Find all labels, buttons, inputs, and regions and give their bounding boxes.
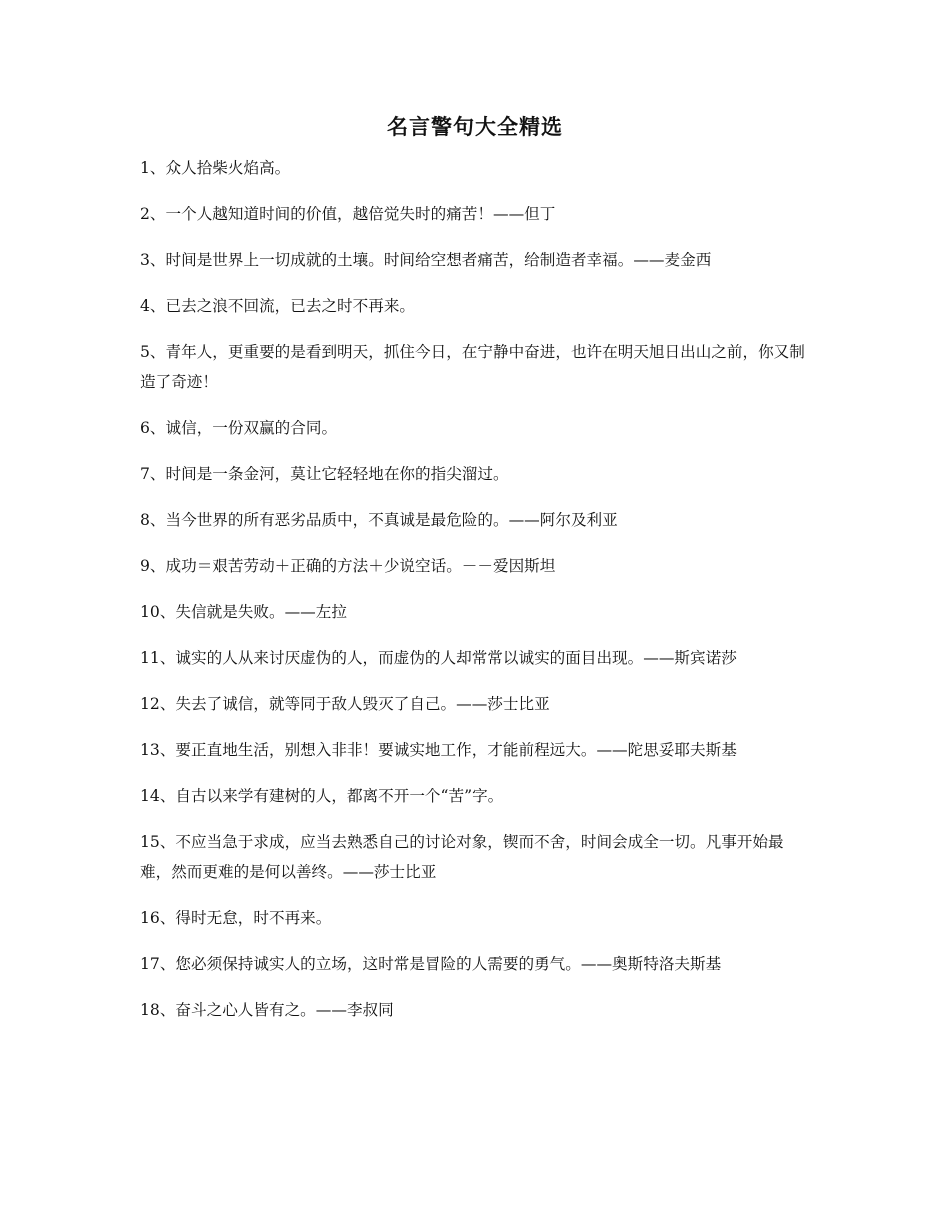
quote-item: 1、众人拾柴火焰高。 <box>140 159 291 177</box>
quote-item: 9、成功＝艰苦劳动＋正确的方法＋少说空话。－－爱因斯坦 <box>140 557 556 575</box>
quote-item: 6、诚信，一份双赢的合同。 <box>140 419 338 437</box>
quote-item: 7、时间是一条金河，莫让它轻轻地在你的指尖溜过。 <box>140 465 509 483</box>
quote-item: 17、您必须保持诚实人的立场，这时常是冒险的人需要的勇气。——奥斯特洛夫斯基 <box>140 955 722 973</box>
quote-list <box>140 153 812 1041</box>
quote-item: 8、当今世界的所有恶劣品质中，不真诚是最危险的。——阿尔及利亚 <box>140 511 618 529</box>
quote-item: 10、失信就是失败。——左拉 <box>140 603 347 621</box>
quote-item: 18、奋斗之心人皆有之。——李叔同 <box>140 1001 394 1019</box>
quote-item: 3、时间是世界上一切成就的土壤。时间给空想者痛苦，给制造者幸福。——麦金西 <box>140 251 712 269</box>
page-title: 名言警句大全精选 <box>387 115 563 139</box>
quote-item: 15、不应当急于求成，应当去熟悉自己的讨论对象，锲而不舍，时间会成全一切。凡事开始最难，然而更难的是何以善终。——莎士比亚 <box>140 833 784 881</box>
quote-item: 11、诚实的人从来讨厌虚伪的人，而虚伪的人却常常以诚实的面目出现。——斯宾诺莎 <box>140 649 737 667</box>
quote-item: 14、自古以来学有建树的人，都离不开一个“苦”字。 <box>140 787 504 805</box>
quote-item: 2、一个人越知道时间的价值，越倍觉失时的痛苦！——但丁 <box>140 205 556 223</box>
quote-item: 4、已去之浪不回流，已去之时不再来。 <box>140 297 416 315</box>
quote-item: 5、青年人，更重要的是看到明天，抓住今日，在宁静中奋进，也许在明天旭日出山之前，你又制造了奇迹！ <box>140 343 805 391</box>
quote-item: 16、得时无怠，时不再来。 <box>140 909 332 927</box>
quote-item: 13、要正直地生活，别想入非非！要诚实地工作，才能前程远大。——陀思妥耶夫斯基 <box>140 741 737 759</box>
quote-item: 12、失去了诚信，就等同于敌人毁灭了自己。——莎士比亚 <box>140 695 550 713</box>
